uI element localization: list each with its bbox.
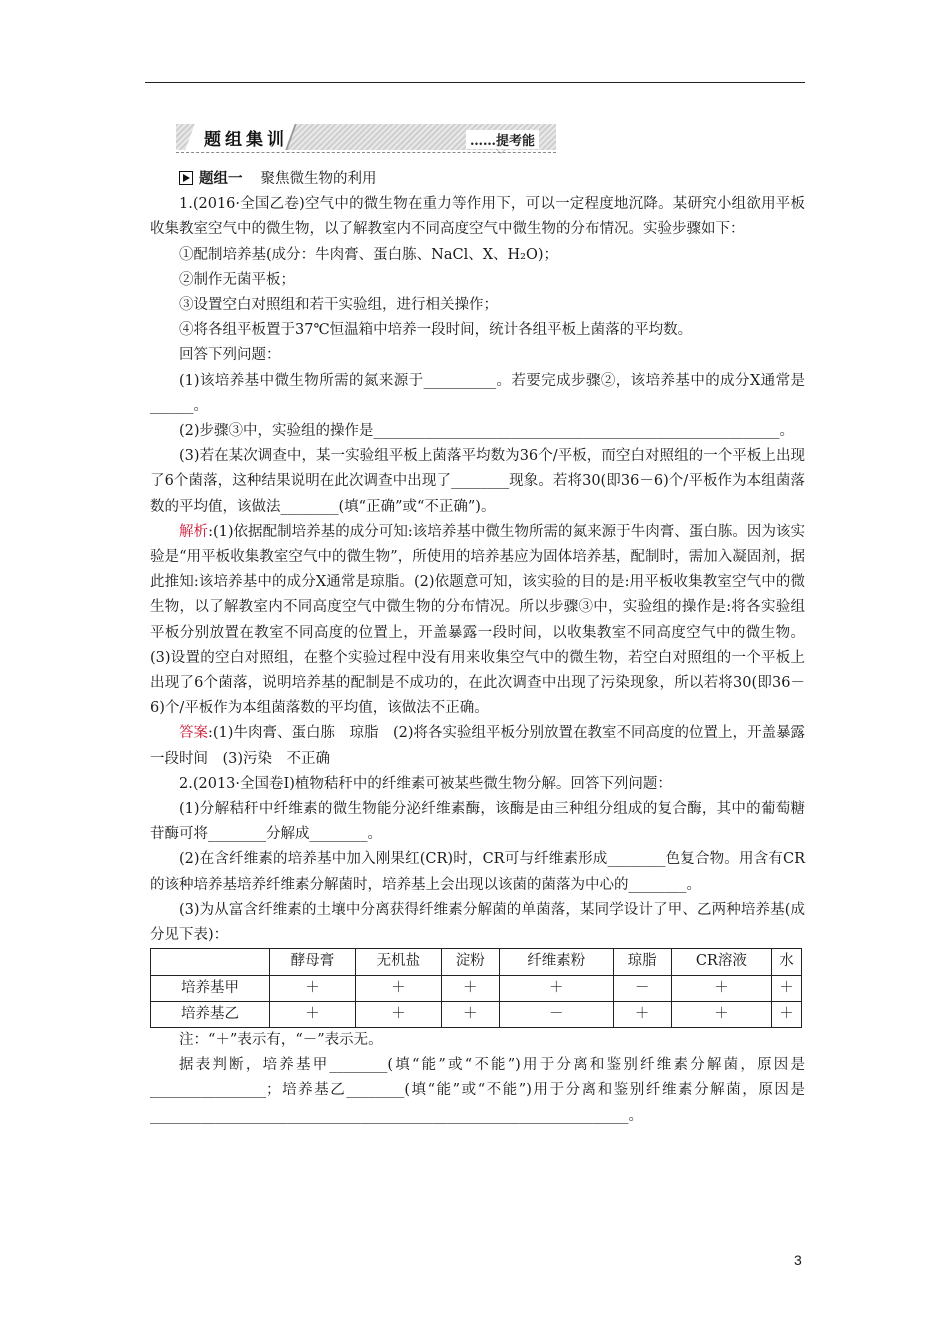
triangle-bullet-icon bbox=[179, 171, 193, 185]
table-cell: ＋ bbox=[613, 1001, 671, 1027]
group-heading bbox=[150, 166, 805, 192]
table-cell: － bbox=[613, 975, 671, 1001]
q2-sub-1: (1)分解秸秆中纤维素的微生物能分泌纤维素酶，该酶是由三种组分组成的复合酶，其中的葡萄糖苷酶可将________分解成________。 bbox=[150, 801, 805, 843]
table-cell: ＋ bbox=[671, 1001, 771, 1027]
q1-step-4: ④将各组平板置于37℃恒温箱中培养一段时间，统计各组平板上菌落的平均数。 bbox=[179, 322, 693, 339]
q2-sub-3: (3)为从富含纤维素的土壤中分离获得纤维素分解菌的单菌落，某同学设计了甲、乙两种培养基(成分见下表)： bbox=[150, 901, 805, 944]
q2-stem: 2.(2013·全国卷Ⅰ)植物秸秆中的纤维素可被某些微生物分解。回答下列问题： bbox=[179, 775, 672, 792]
answer-label: 答案 bbox=[179, 725, 209, 742]
table-header-cell: 酵母膏 bbox=[270, 949, 356, 975]
table-cell: 培养基甲 bbox=[151, 975, 270, 1001]
table-cell: ＋ bbox=[772, 975, 802, 1001]
table-cell: ＋ bbox=[270, 1001, 356, 1027]
table-cell: 培养基乙 bbox=[151, 1001, 270, 1027]
q1-sub-2: (2)步骤③中，实验组的操作是________________________________________________________。 bbox=[179, 423, 795, 440]
table-note: 注：“＋”表示有，“－”表示无。 bbox=[179, 1031, 383, 1048]
table-header-cell: 无机盐 bbox=[355, 949, 441, 975]
table-cell: ＋ bbox=[499, 975, 613, 1001]
analysis-label: 解析 bbox=[179, 523, 209, 540]
table-cell: ＋ bbox=[441, 1001, 499, 1027]
q1-step-1: ①配制培养基(成分：牛肉膏、蛋白胨、NaCl、X、H₂O)； bbox=[179, 246, 559, 263]
table-header-cell: 水 bbox=[772, 949, 802, 975]
section-banner bbox=[176, 124, 556, 161]
banner-title: 题组集训 bbox=[204, 130, 288, 150]
medium-composition-table bbox=[150, 948, 802, 1028]
table-header-cell: 淀粉 bbox=[441, 949, 499, 975]
table-cell: ＋ bbox=[355, 975, 441, 1001]
q1-stem: 1.(2016·全国乙卷)空气中的微生物在重力等作用下，可以一定程度地沉降。某研究小组欲用平板收集教室空气中的微生物，以了解教室内不同高度空气中微生物的分布情况。实验步骤如下： bbox=[150, 196, 805, 238]
answer-text: :(1)牛肉膏、蛋白胨 琼脂 (2)将各实验组平板分别放置在教室不同高度的位置上，开盖暴露一段时间 (3)污染 不正确 bbox=[150, 725, 806, 767]
page-number: 3 bbox=[794, 1252, 802, 1268]
table-cell: ＋ bbox=[270, 975, 356, 1001]
q1-step-2: ②制作无菌平板； bbox=[179, 271, 295, 288]
group-title: 聚焦微生物的利用 bbox=[260, 171, 377, 187]
table-cell: ＋ bbox=[441, 975, 499, 1001]
table-cell: － bbox=[499, 1001, 613, 1027]
table-cell: ＋ bbox=[671, 975, 771, 1001]
table-header-cell: CR溶液 bbox=[671, 949, 771, 975]
header-rule bbox=[145, 82, 805, 83]
q1-analysis bbox=[150, 520, 805, 722]
banner-subtitle: ……提考能 bbox=[466, 130, 539, 149]
q2-sub-2: (2)在含纤维素的培养基中加入刚果红(CR)时，CR可与纤维素形成________色复合物。用含有CR的该种培养基培养纤维素分解菌时，培养基上会出现以该菌的菌落为中心的________。 bbox=[150, 851, 805, 893]
table-header-row bbox=[151, 949, 802, 975]
document-body bbox=[150, 166, 805, 1129]
table-header-cell: 琼脂 bbox=[613, 949, 671, 975]
group-label: 题组一 bbox=[199, 170, 243, 187]
chevron-down-icon: ﹀ bbox=[496, 150, 506, 161]
q1-sub-1: (1)该培养基中微生物所需的氮来源于__________。若要完成步骤②，该培养基中的成分X通常是______。 bbox=[150, 372, 805, 414]
table-header-cell bbox=[151, 949, 270, 975]
analysis-text: :(1)依据配制培养基的成分可知:该培养基中微生物所需的氮来源于牛肉膏、蛋白胨。因为该实验是“用平板收集教室空气中的微生物”，所使用的培养基应为固体培养基，配制时，需加入凝固剂，据此推知:该培养基中的成分X通常是琼脂。(2)依题意可知，该实验的目的是:用平板收集教室空气中的微生物，以了解教室内不同高度空气中微生物的分布情况。所以步骤③中，实验组的操作是:将各实验组平板分别放置在教室不同高度的位置上，开盖暴露一段时间，以收集教室不同高度空气中的微生物。(3)设置的空白对照组，在整个实验过程中没有用来收集空气中的微生物，若空白对照组的一个平板上出现了6个菌落，说明培养基的配制是不成功的，在此次调查中出现了污染现象，所以若将30(即36－6)个/平板作为本组菌落数的平均值，该做法不正确。 bbox=[150, 523, 805, 717]
table-row bbox=[151, 1001, 802, 1027]
q1-prompt: 回答下列问题： bbox=[179, 347, 281, 364]
table-cell: ＋ bbox=[355, 1001, 441, 1027]
q1-sub-3: (3)若在某次调查中，某一实验组平板上菌落平均数为36个/平板，而空白对照组的一个平板上出现了6个菌落，这种结果说明在此次调查中出现了________现象。若将30(即36－6)个/平板作为本组菌落数的平均值，该做法________(填“正确”或“不正确”)。 bbox=[150, 448, 805, 515]
table-row bbox=[151, 975, 802, 1001]
q2-judgement: 据表判断，培养基甲________(填“能”或“不能”)用于分离和鉴别纤维素分解菌，原因是________________；培养基乙________(填“能”或“不能”)用于分离和鉴别纤维素分解菌，原因是__________________________________________________________________。 bbox=[150, 1057, 805, 1124]
table-header-cell: 纤维素粉 bbox=[499, 949, 613, 975]
q1-step-3: ③设置空白对照组和若干实验组，进行相关操作； bbox=[179, 297, 498, 314]
table-cell: ＋ bbox=[772, 1001, 802, 1027]
q1-answer bbox=[150, 721, 805, 771]
